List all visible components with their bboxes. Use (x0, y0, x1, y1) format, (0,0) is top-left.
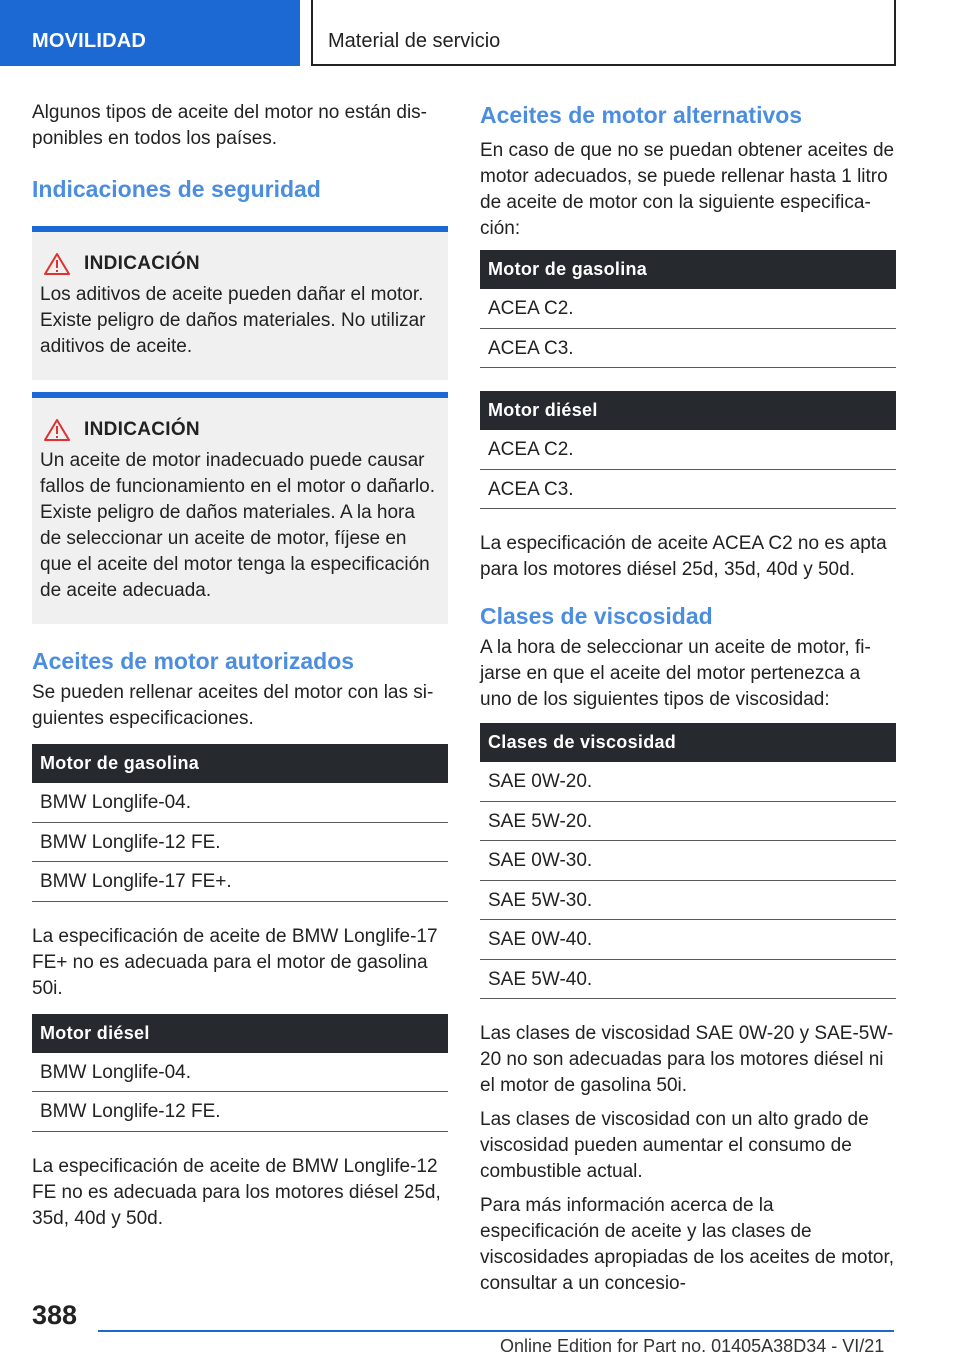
table-row: BMW Longlife-12 FE. (32, 1092, 448, 1132)
notice-box (32, 226, 448, 380)
warning-triangle-icon (44, 252, 70, 276)
gasoline-spec-table (32, 744, 448, 902)
approved-intro: Se pueden rellenar aceites del motor con las si-guientes especificaciones. (32, 682, 434, 729)
gasoline-note: La especificación de aceite de BMW Longlife-17 FE+ no es adecuada para el motor de gasolina 50i. (32, 925, 438, 999)
notice-title: INDICACIÓN (84, 253, 200, 274)
table-header: Motor de gasolina (480, 250, 896, 289)
table-row: SAE 0W-30. (480, 841, 896, 881)
notice-box (32, 392, 448, 624)
right-column (480, 100, 896, 1297)
table-header: Motor diésel (480, 391, 896, 430)
table-row: SAE 0W-40. (480, 920, 896, 960)
notice-text: Un aceite de motor inadecuado puede causar fallos de funcionamiento en el motor o dañarlo. Existe peligro de daños materiales. A la hora de seleccionar un aceite de motor, fíjese en que el aceite del motor tenga la especificación de aceite adecuada. (40, 450, 436, 601)
notice-title: INDICACIÓN (84, 419, 200, 440)
table-row: SAE 5W-30. (480, 881, 896, 921)
table-row: SAE 0W-20. (480, 762, 896, 802)
viscosity-table (480, 723, 896, 999)
table-row: ACEA C2. (480, 289, 896, 329)
section-tab: MOVILIDAD (0, 0, 300, 66)
table-row: SAE 5W-20. (480, 802, 896, 842)
notice-header (40, 252, 440, 276)
alternative-heading: Aceites de motor alternativos (480, 102, 803, 128)
edition-info: Online Edition for Part no. 01405A38D34 - VI/21 (500, 1336, 885, 1356)
page-header (0, 0, 960, 66)
left-column (32, 100, 448, 1232)
table-row: ACEA C3. (480, 329, 896, 369)
table-row: SAE 5W-40. (480, 960, 896, 1000)
footer-divider (98, 1330, 894, 1332)
safety-heading: Indicaciones de seguridad (32, 176, 321, 202)
table-row: ACEA C2. (480, 430, 896, 470)
diesel-spec-table (32, 1014, 448, 1132)
notice-header (40, 418, 440, 442)
alt-diesel-table (480, 391, 896, 509)
viscosity-intro: A la hora de seleccionar un aceite de motor, fi-jarse en que el aceite del motor pertenezca a uno de los siguientes tipos de viscosidad: (480, 637, 871, 710)
table-row: BMW Longlife-17 FE+. (32, 862, 448, 902)
acea-note: La especificación de aceite ACEA C2 no es apta para los motores diésel 25d, 35d, 40d y 50d. (480, 533, 887, 580)
table-header: Clases de viscosidad (480, 723, 896, 762)
approved-heading: Aceites de motor autorizados (32, 648, 355, 674)
viscosity-note: Para más información acerca de la especificación de aceite y las clases de viscosidades apropiadas de los aceites de motor, consultar a un concesio- (480, 1195, 895, 1294)
page-number: 388 (32, 1300, 78, 1330)
alt-gasoline-table (480, 250, 896, 368)
table-header: Motor de gasolina (32, 744, 448, 783)
table-row: BMW Longlife-04. (32, 783, 448, 823)
chapter-title: Material de servicio (311, 0, 896, 66)
table-header: Motor diésel (32, 1014, 448, 1053)
table-row: BMW Longlife-12 FE. (32, 823, 448, 863)
viscosity-note: Las clases de viscosidad SAE 0W-20 y SAE-5W-20 no son adecuadas para los motores diésel ni el motor de gasolina 50i. (480, 1023, 894, 1096)
table-row: ACEA C3. (480, 470, 896, 510)
notice-text: Los aditivos de aceite pueden dañar el motor. Existe peligro de daños materiales. No utilizar aditivos de aceite. (40, 284, 426, 357)
alternative-intro: En caso de que no se puedan obtener aceites de motor adecuados, se puede rellenar hasta 1 litro de aceite de motor con la siguiente especifica-ción: (480, 140, 895, 239)
warning-triangle-icon (44, 418, 70, 442)
diesel-note: La especificación de aceite de BMW Longlife-12 FE no es adecuada para los motores diésel 25d, 35d, 40d y 50d. (32, 1155, 441, 1229)
intro-text: Algunos tipos de aceite del motor no están dis-ponibles en todos los países. (32, 102, 428, 149)
viscosity-note: Las clases de viscosidad con un alto grado de viscosidad pueden aumentar el consumo de combustible actual. (480, 1109, 869, 1182)
viscosity-heading: Clases de viscosidad (480, 603, 713, 629)
table-row: BMW Longlife-04. (32, 1053, 448, 1093)
